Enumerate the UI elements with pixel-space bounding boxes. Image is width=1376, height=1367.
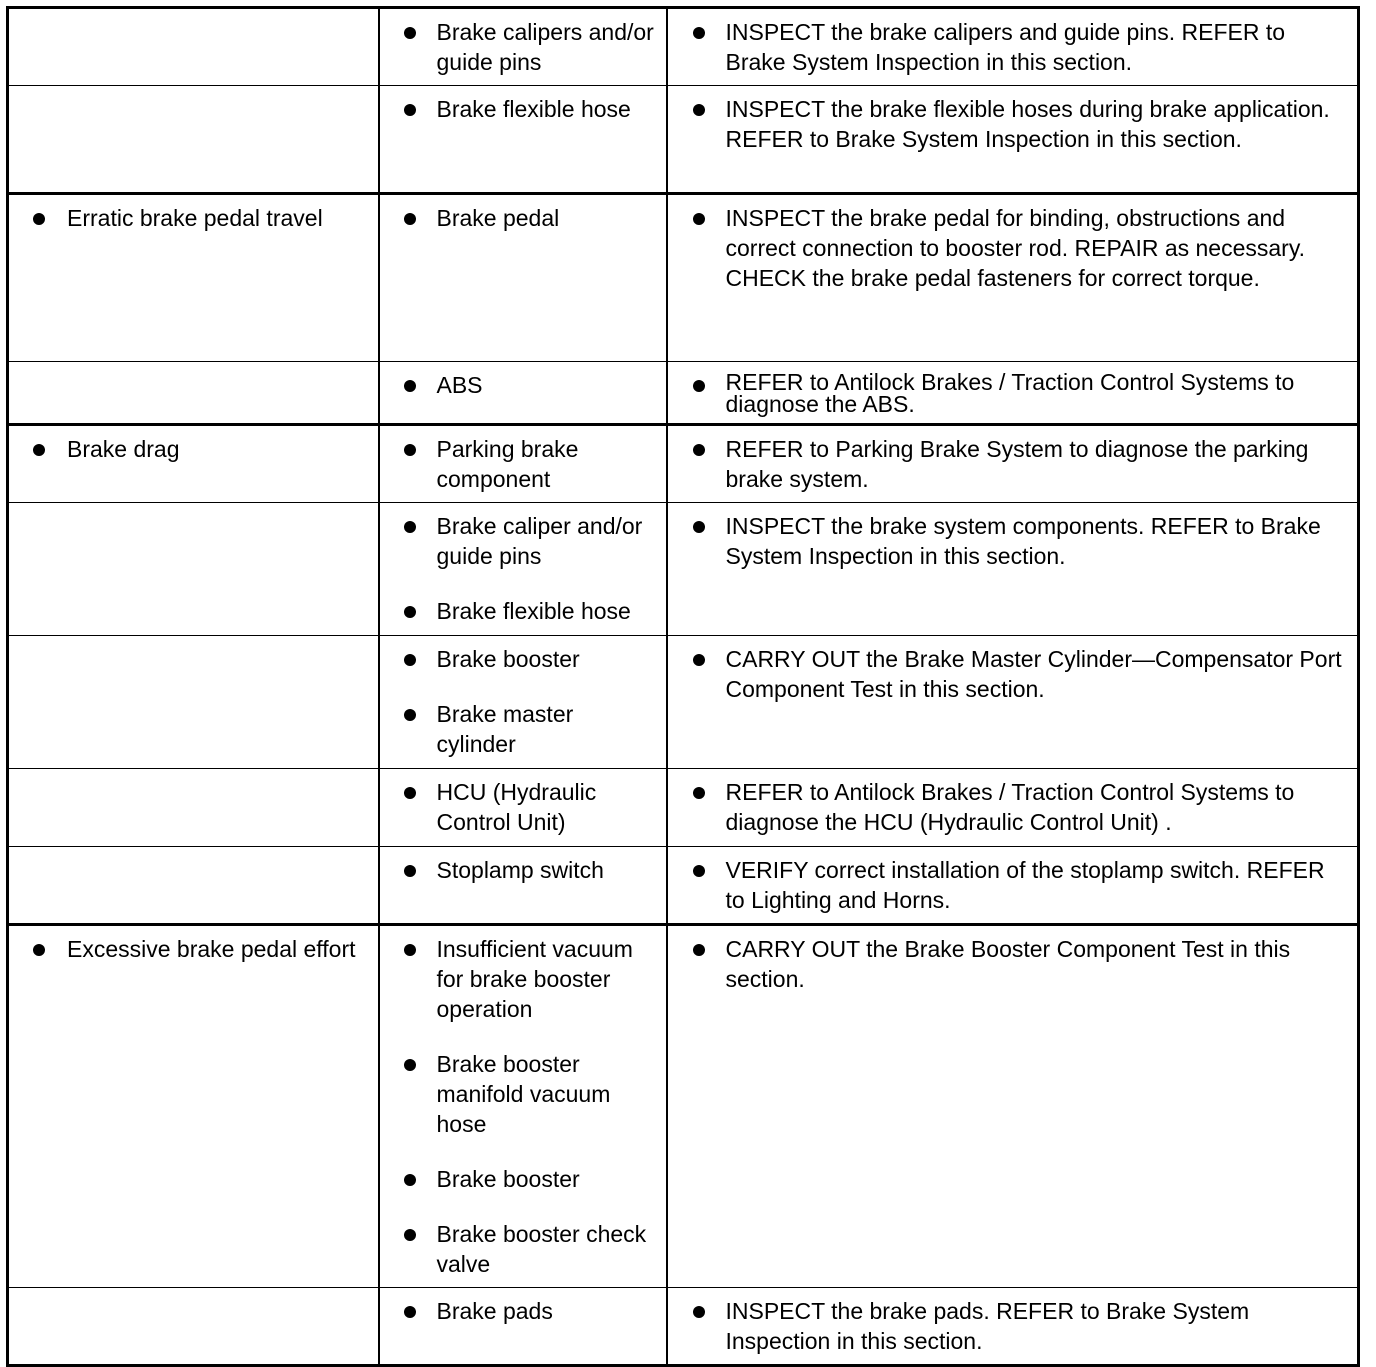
condition-cell <box>8 8 379 86</box>
action-cell <box>667 503 1359 636</box>
table-row <box>8 194 1359 362</box>
action-text: REFER to Parking Brake System to diagnose the parking brake system. <box>668 434 1350 494</box>
table-row <box>8 769 1359 847</box>
table-row <box>8 925 1359 1288</box>
cause-item: ABS <box>380 370 658 400</box>
cause-item: Brake flexible hose <box>380 94 658 124</box>
cause-item: Brake calipers and/or guide pins <box>380 17 658 77</box>
cause-cell <box>379 362 667 425</box>
condition-cell <box>8 425 379 503</box>
condition-cell <box>8 925 379 1288</box>
cause-cell <box>379 194 667 362</box>
table-row <box>8 425 1359 503</box>
cause-item: Brake pads <box>380 1296 658 1326</box>
action-cell <box>667 8 1359 86</box>
table-row <box>8 86 1359 194</box>
cause-cell <box>379 8 667 86</box>
cause-item: Brake pedal <box>380 203 658 233</box>
action-cell <box>667 362 1359 425</box>
cause-cell <box>379 769 667 847</box>
condition-cell <box>8 847 379 925</box>
action-cell <box>667 847 1359 925</box>
action-text: CARRY OUT the Brake Booster Component Test in this section. <box>668 934 1350 994</box>
table-row <box>8 503 1359 636</box>
action-text: INSPECT the brake calipers and guide pins. REFER to Brake System Inspection in this section. <box>668 17 1350 77</box>
action-text: VERIFY correct installation of the stoplamp switch. REFER to Lighting and Horns. <box>668 855 1350 915</box>
action-text: INSPECT the brake pads. REFER to Brake System Inspection in this section. <box>668 1296 1350 1356</box>
cause-item: Brake master cylinder <box>380 699 658 759</box>
action-cell <box>667 86 1359 194</box>
cause-item: HCU (Hydraulic Control Unit) <box>380 777 658 837</box>
condition-cell <box>8 1288 379 1366</box>
action-text: INSPECT the brake flexible hoses during brake application. REFER to Brake System Inspection in this section. <box>668 94 1350 154</box>
condition-cell <box>8 769 379 847</box>
cause-item: Parking brake component <box>380 434 658 494</box>
table-row <box>8 8 1359 86</box>
condition-cell <box>8 503 379 636</box>
condition-text: Excessive brake pedal effort <box>9 934 370 964</box>
condition-cell <box>8 194 379 362</box>
cause-cell <box>379 847 667 925</box>
diagnosis-table <box>6 6 1360 1367</box>
cause-item: Insufficient vacuum for brake booster operation <box>380 934 658 1024</box>
table-row <box>8 1288 1359 1366</box>
cause-item: Brake caliper and/or guide pins <box>380 511 658 571</box>
cause-item: Stoplamp switch <box>380 855 658 885</box>
diagnosis-table-body <box>8 8 1359 1366</box>
cause-cell <box>379 86 667 194</box>
cause-cell <box>379 636 667 769</box>
condition-cell <box>8 362 379 425</box>
condition-text: Brake drag <box>9 434 370 464</box>
cause-item: Brake flexible hose <box>380 596 658 626</box>
cause-item: Brake booster <box>380 644 658 674</box>
action-cell <box>667 425 1359 503</box>
condition-cell <box>8 86 379 194</box>
condition-text: Erratic brake pedal travel <box>9 203 370 233</box>
cause-item: Brake booster <box>380 1164 658 1194</box>
action-cell <box>667 636 1359 769</box>
action-text: CARRY OUT the Brake Master Cylinder—Compensator Port Component Test in this section. <box>668 644 1350 704</box>
action-text: INSPECT the brake system components. REFER to Brake System Inspection in this section. <box>668 511 1350 571</box>
action-text: INSPECT the brake pedal for binding, obstructions and correct connection to booster rod. REPAIR as necessary. CHECK the brake pedal fasteners for correct torque. <box>668 203 1350 293</box>
cause-cell <box>379 503 667 636</box>
action-cell <box>667 1288 1359 1366</box>
cause-cell <box>379 1288 667 1366</box>
cause-cell <box>379 925 667 1288</box>
cause-item: Brake booster check valve <box>380 1219 658 1279</box>
cause-cell <box>379 425 667 503</box>
action-cell <box>667 925 1359 1288</box>
table-row <box>8 362 1359 425</box>
table-row <box>8 847 1359 925</box>
condition-cell <box>8 636 379 769</box>
action-text: REFER to Antilock Brakes / Traction Control Systems to diagnose the ABS. <box>668 370 1350 415</box>
action-text: REFER to Antilock Brakes / Traction Control Systems to diagnose the HCU (Hydraulic Control Unit) . <box>668 777 1350 837</box>
action-cell <box>667 194 1359 362</box>
cause-item: Brake booster manifold vacuum hose <box>380 1049 658 1139</box>
action-cell <box>667 769 1359 847</box>
table-row <box>8 636 1359 769</box>
